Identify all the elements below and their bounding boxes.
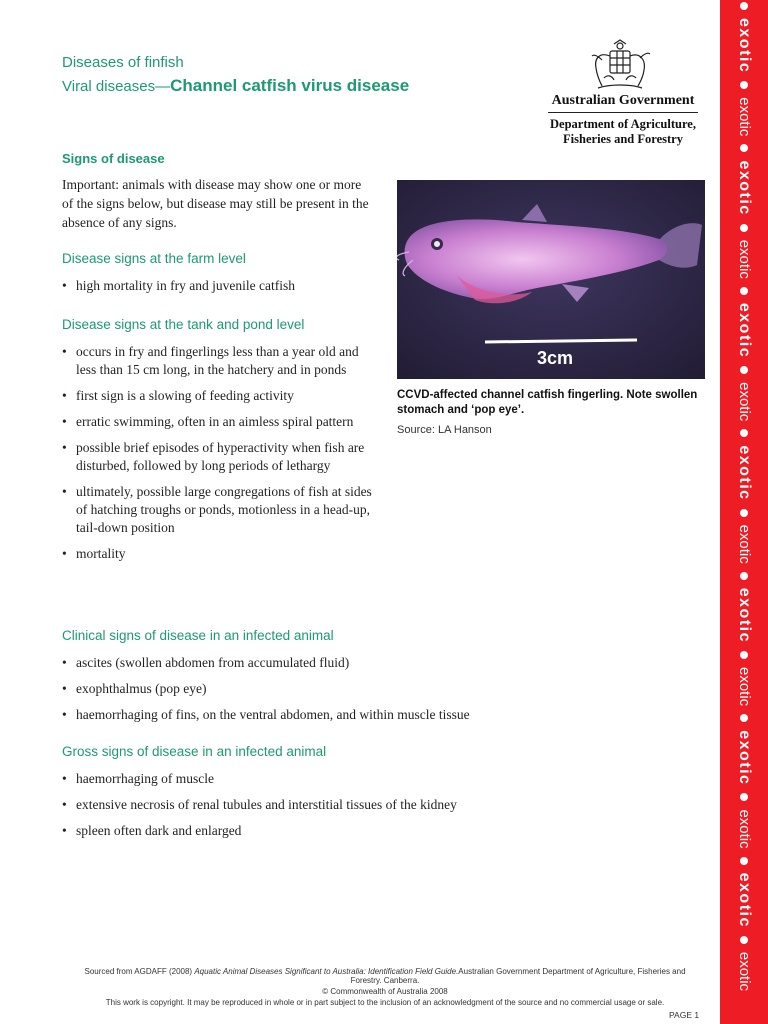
band-word-light: exotic — [736, 667, 753, 707]
footer-source-prefix: Sourced from AGDAFF (2008) — [84, 967, 195, 976]
list-item: • ultimately, possible large congregations of fish at sides of hatching troughs or ponds, motionless in a head-up, tail-down position — [62, 483, 372, 537]
coat-of-arms-icon — [588, 38, 652, 92]
catfish-photo — [397, 180, 705, 379]
tank-signs-list — [62, 343, 372, 571]
footer-source-suffix: Australian Government Department of Agriculture, Fisheries and Forestry. Canberra. — [350, 967, 686, 985]
band-word-bold: exotic — [736, 445, 753, 501]
list-item: • haemorrhaging of muscle — [62, 770, 682, 788]
footer-copyright: © Commonwealth of Australia 2008 — [322, 987, 448, 996]
band-dot — [740, 793, 748, 801]
band-dot — [740, 651, 748, 659]
band-dot — [740, 429, 748, 437]
band-word-light: exotic — [736, 239, 753, 279]
subheading-farm-level: Disease signs at the farm level — [62, 251, 246, 266]
government-name: Australian Government — [551, 93, 695, 108]
band-word-light: exotic — [736, 951, 753, 992]
band-word-bold: exotic — [736, 730, 753, 786]
band-dot — [740, 857, 748, 865]
footer-notice: This work is copyright. It may be reproduced in whole or in part subject to the inclusion of an acknowledgment of the source and no commercial usage or sale. — [105, 998, 665, 1007]
fish-illustration — [397, 180, 705, 379]
footer-source — [80, 967, 690, 985]
band-word-light: exotic — [736, 524, 753, 564]
intro-paragraph: Important: animals with disease may show one or more of the signs below, but disease may still be present in the absence of any signs. — [62, 177, 369, 230]
band-dot — [740, 714, 748, 722]
list-item: • ascites (swollen abdomen from accumulated fluid) — [62, 654, 682, 672]
band-dot — [740, 366, 748, 374]
subheading-gross-signs: Gross signs of disease in an infected animal — [62, 744, 327, 759]
series-title: Diseases of finfish — [62, 54, 184, 71]
footer-source-title: Aquatic Animal Diseases Significant to Australia: Identification Field Guide. — [194, 967, 459, 976]
band-word-light: exotic — [736, 382, 753, 422]
band-dot — [740, 936, 748, 944]
department-name — [540, 117, 706, 147]
figure-caption: CCVD-affected channel catfish fingerling. Note swollen stomach and ‘pop eye’. — [397, 389, 698, 416]
document-title — [62, 76, 409, 96]
band-dot — [740, 572, 748, 580]
disease-name: Channel catfish virus disease — [170, 76, 410, 95]
band-word-bold: exotic — [736, 302, 753, 359]
subheading-clinical-signs: Clinical signs of disease in an infected animal — [62, 628, 334, 643]
dept-line: Department of Agriculture, — [550, 117, 696, 131]
band-dot — [740, 287, 748, 295]
band-dot — [740, 81, 748, 89]
list-item: • exophthalmus (pop eye) — [62, 680, 682, 698]
divider — [548, 112, 698, 113]
band-dot — [740, 144, 748, 152]
list-item: • spleen often dark and enlarged — [62, 822, 682, 840]
dept-line: Fisheries and Forestry — [563, 132, 683, 146]
band-dot — [740, 509, 748, 517]
list-item: • mortality — [62, 545, 372, 563]
page-number: PAGE 1 — [669, 1010, 700, 1020]
band-word-bold: exotic — [736, 872, 753, 928]
list-item: • high mortality in fry and juvenile catfish — [62, 277, 382, 295]
gross-signs-list — [62, 770, 682, 848]
band-word-bold: exotic — [736, 160, 753, 216]
band-word-bold: exotic — [736, 587, 753, 643]
band-word-light: exotic — [736, 97, 753, 137]
list-item: • occurs in fry and fingerlings less than a year old and less than 15 cm long, in the hatchery and in ponds — [62, 343, 372, 379]
list-item: • extensive necrosis of renal tubules and interstitial tissues of the kidney — [62, 796, 682, 814]
farm-signs-list — [62, 277, 382, 303]
list-item: • possible brief episodes of hyperactivity when fish are disturbed, followed by long periods of lethargy — [62, 439, 372, 475]
list-item: • erratic swimming, often in an aimless spiral pattern — [62, 413, 372, 431]
band-word-light: exotic — [736, 809, 753, 849]
list-item: • first sign is a slowing of feeding activity — [62, 387, 372, 405]
subheading-tank-pond-level: Disease signs at the tank and pond level — [62, 317, 305, 332]
band-word-bold: exotic — [736, 18, 753, 74]
exotic-side-band — [720, 0, 768, 1024]
title-prefix: Viral diseases— — [62, 78, 171, 95]
band-dot — [740, 2, 748, 10]
band-dot — [740, 224, 748, 232]
scale-label: 3cm — [537, 348, 574, 368]
exotic-band-text — [734, 0, 754, 997]
figure-source: Source: LA Hanson — [397, 424, 492, 436]
section-heading: Signs of disease — [62, 151, 165, 166]
clinical-signs-list — [62, 654, 682, 732]
list-item: • haemorrhaging of fins, on the ventral abdomen, and within muscle tissue — [62, 706, 682, 724]
